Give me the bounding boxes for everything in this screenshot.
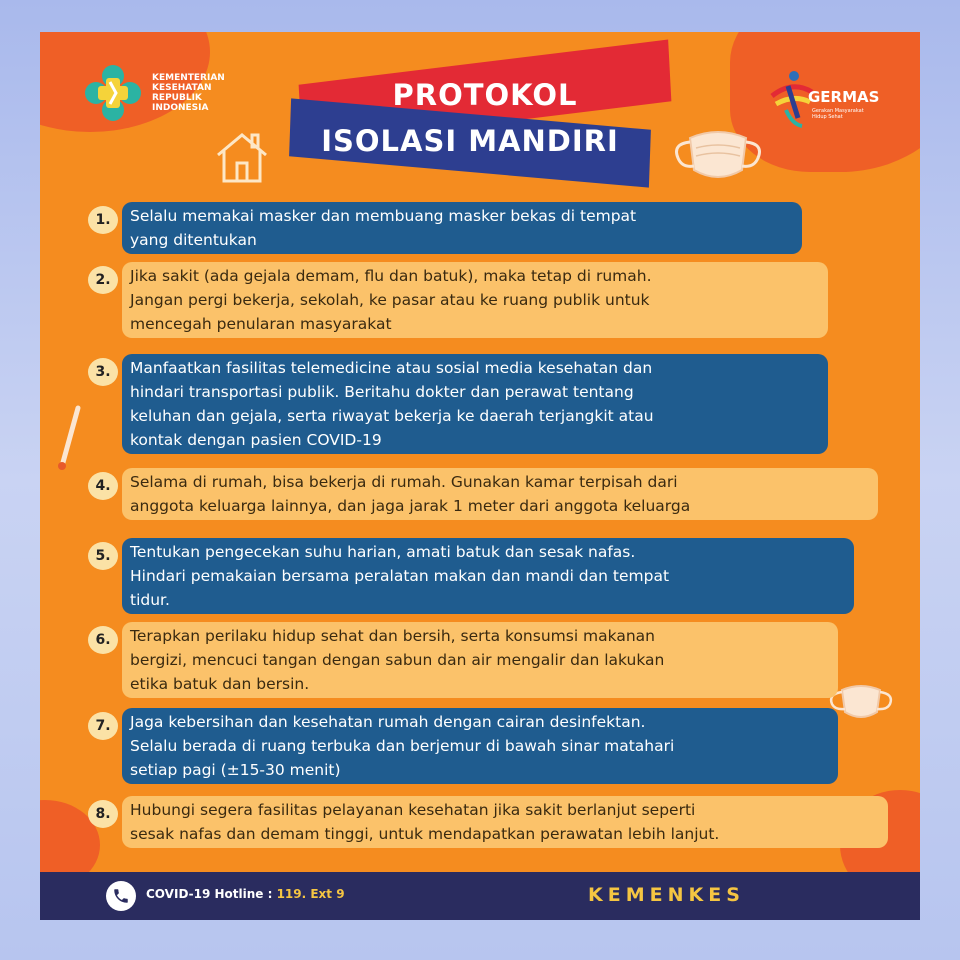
page-title-line2: ISOLASI MANDIRI [321, 124, 619, 158]
item-text: Selama di rumah, bisa bekerja di rumah. Gunakan kamar terpisah dari anggota keluarga lainnya, dan jaga jarak 1 meter dari anggota keluarga [122, 468, 878, 520]
item-number: 2. [88, 266, 118, 294]
item-number: 1. [88, 206, 118, 234]
hotline-label: COVID-19 Hotline : [146, 887, 273, 901]
germas-subtitle: Gerakan Masyarakat Hidup Sehat [812, 108, 864, 120]
item-number: 5. [88, 542, 118, 570]
item-number: 3. [88, 358, 118, 386]
item-text: Jika sakit (ada gejala demam, flu dan batuk), maka tetap di rumah. Jangan pergi bekerja, sekolah, ke pasar atau ke ruang publik untuk mencegah penularan masyarakat [122, 262, 828, 338]
item-number: 7. [88, 712, 118, 740]
item-number: 8. [88, 800, 118, 828]
item-text: Tentukan pengecekan suhu harian, amati batuk dan sesak nafas. Hindari pemakaian bersama peralatan makan dan mandi dan tempat tidur. [122, 538, 854, 614]
ministry-name: KEMENTERIAN KESEHATAN REPUBLIK INDONESIA [152, 73, 225, 113]
item-text: Manfaatkan fasilitas telemedicine atau sosial media kesehatan dan hindari transportasi publik. Beritahu dokter dan perawat tentang keluhan dan gejala, serta riwayat bekerja ke daerah terjangkit atau kontak dengan pasien COVID-19 [122, 354, 828, 454]
item-text: Selalu memakai masker dan membuang masker bekas di tempat yang ditentukan [122, 202, 802, 254]
phone-icon[interactable] [106, 881, 136, 911]
item-text: Terapkan perilaku hidup sehat dan bersih, serta konsumsi makanan bergizi, mencuci tangan dengan sabun dan air mengalir dan lakukan etika batuk dan bersin. [122, 622, 838, 698]
item-number: 4. [88, 472, 118, 500]
protocol-list [40, 32, 920, 920]
item-number: 6. [88, 626, 118, 654]
page-title-line1: PROTOKOL [392, 78, 578, 112]
item-text: Hubungi segera fasilitas pelayanan kesehatan jika sakit berlanjut seperti sesak nafas dan demam tinggi, untuk mendapatkan perawatan lebih lanjut. [122, 796, 888, 848]
hotline-text [146, 887, 345, 901]
footer-bar [40, 872, 920, 920]
item-text: Jaga kebersihan dan kesehatan rumah dengan cairan desinfektan. Selalu berada di ruang terbuka dan berjemur di bawah sinar matahari setiap pagi (±15-30 menit) [122, 708, 838, 784]
poster [40, 32, 920, 920]
germas-title: GERMAS [808, 88, 880, 106]
footer-brand: KEMENKES [588, 884, 745, 906]
hotline-number[interactable]: 119. Ext 9 [276, 887, 345, 901]
